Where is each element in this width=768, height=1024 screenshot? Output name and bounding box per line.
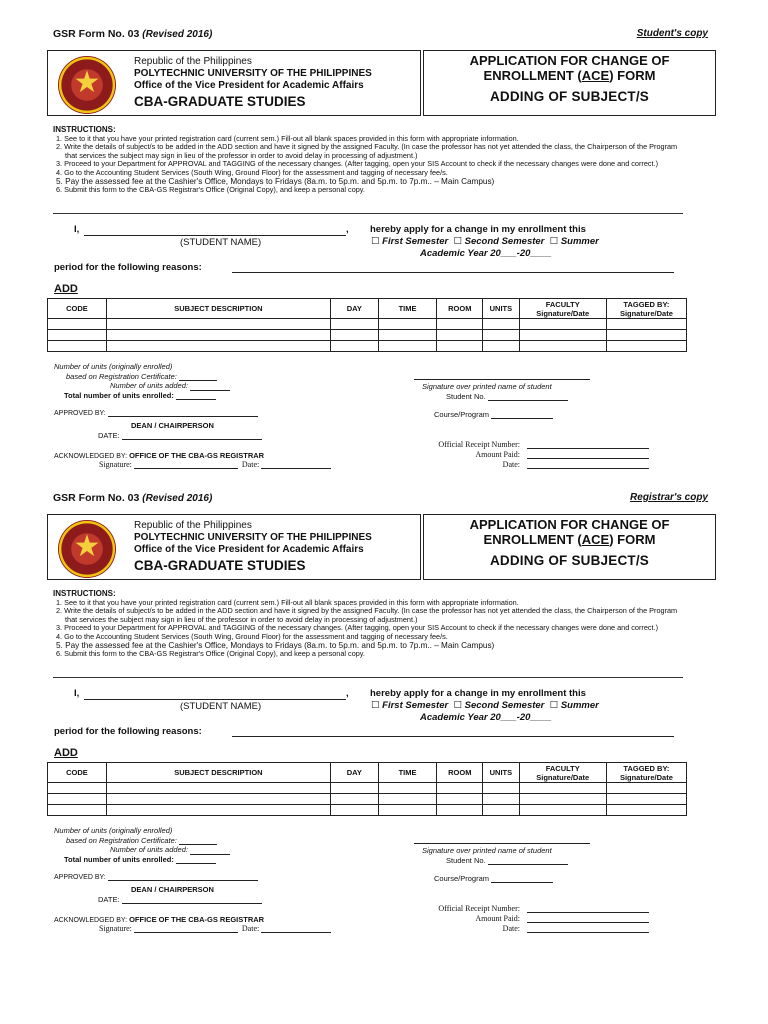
approved-by-field[interactable] bbox=[108, 880, 258, 881]
instruction-item: 3. Proceed to your Department for APPROVAL and TAGGING of the necessary changes. (After tagging, open your SIS Account to check if the necessary changes were done and correct.) bbox=[56, 159, 659, 169]
student-no-field[interactable] bbox=[488, 400, 568, 401]
units-original-label: Number of units (originally enrolled) bbox=[54, 362, 173, 371]
header-university-box bbox=[47, 514, 421, 580]
col-day: DAY bbox=[330, 763, 378, 783]
dean-label: DEAN / CHAIRPERSON bbox=[131, 885, 214, 894]
col-tagged-by: TAGGED BY: Signature/Date bbox=[606, 299, 686, 319]
col-time: TIME bbox=[378, 299, 437, 319]
office-name: Office of the Vice President for Academic Affairs bbox=[134, 544, 364, 555]
table-row[interactable] bbox=[48, 794, 687, 805]
semester-options: ☐ First Semester ☐ Second Semester ☐ Summer bbox=[371, 236, 599, 247]
instructions-heading: INSTRUCTIONS: bbox=[53, 125, 116, 134]
ack-signature-label: Signature: bbox=[99, 460, 132, 469]
col-faculty: FACULTY Signature/Date bbox=[519, 299, 606, 319]
form-subtitle: ADDING OF SUBJECT/S bbox=[489, 553, 650, 568]
star-icon: ★ bbox=[73, 530, 101, 563]
units-original-label: Number of units (originally enrolled) bbox=[54, 826, 173, 835]
student-name-field[interactable] bbox=[84, 235, 346, 236]
or-number-label: Official Receipt Number: bbox=[438, 440, 520, 449]
college-name: CBA-GRADUATE STUDIES bbox=[134, 94, 306, 109]
units-block bbox=[54, 826, 230, 864]
instruction-item: 3. Proceed to your Department for APPROVAL and TAGGING of the necessary changes. (After tagging, open your SIS Account to check if the necessary changes were done and correct.) bbox=[56, 623, 659, 633]
approved-date-field[interactable] bbox=[122, 439, 262, 440]
instructions-heading: INSTRUCTIONS: bbox=[53, 589, 116, 598]
instruction-item: 4. Go to the Accounting Student Services (South Wing, Ground Floor) for the assessment and tagging of necessary fee/s. bbox=[56, 167, 448, 177]
approved-date-label: DATE: bbox=[98, 431, 120, 440]
student-signature-field[interactable] bbox=[414, 379, 590, 380]
course-label: Course/Program bbox=[434, 410, 490, 419]
signature-printed-label: Signature over printed name of student bbox=[422, 382, 552, 391]
student-no-label: Student No. bbox=[446, 392, 486, 401]
units-total-label: Total number of units enrolled: bbox=[64, 854, 174, 864]
amount-paid-field[interactable] bbox=[527, 922, 649, 923]
ack-signature-field[interactable] bbox=[134, 468, 238, 469]
col-time: TIME bbox=[378, 763, 437, 783]
first-semester-checkbox[interactable]: ☐ bbox=[371, 700, 380, 711]
table-row[interactable] bbox=[48, 341, 687, 352]
ack-date-field[interactable] bbox=[261, 932, 331, 933]
receipt-date-field[interactable] bbox=[527, 468, 649, 469]
college-name: CBA-GRADUATE STUDIES bbox=[134, 558, 306, 573]
first-semester-checkbox[interactable]: ☐ bbox=[371, 236, 380, 247]
i-label: I, bbox=[74, 688, 80, 699]
units-registration-label: based on Registration Certificate: bbox=[66, 835, 177, 845]
academic-year: Academic Year 20___-20____ bbox=[420, 712, 552, 723]
table-row[interactable] bbox=[48, 805, 687, 816]
course-field[interactable] bbox=[491, 882, 553, 883]
office-name: Office of the Vice President for Academic Affairs bbox=[134, 80, 364, 91]
col-code: CODE bbox=[48, 763, 107, 783]
second-semester-checkbox[interactable]: ☐ bbox=[453, 236, 462, 247]
reasons-field[interactable] bbox=[232, 736, 674, 737]
instructions bbox=[53, 590, 687, 659]
academic-year: Academic Year 20___-20____ bbox=[420, 248, 552, 259]
hereby-text: hereby apply for a change in my enrollment this bbox=[370, 688, 586, 699]
col-faculty: FACULTY Signature/Date bbox=[519, 763, 606, 783]
approved-date-label: DATE: bbox=[98, 895, 120, 904]
receipt-labels bbox=[416, 904, 520, 934]
receipt-labels bbox=[416, 440, 520, 470]
or-number-label: Official Receipt Number: bbox=[438, 904, 520, 913]
divider bbox=[53, 213, 683, 214]
table-header-row bbox=[48, 763, 687, 783]
units-total-field[interactable] bbox=[176, 399, 216, 400]
units-added-label: Number of units added: bbox=[110, 845, 188, 854]
student-name-label: (STUDENT NAME) bbox=[180, 701, 262, 712]
ack-date-label: Date: bbox=[241, 460, 260, 469]
col-room: ROOM bbox=[437, 763, 483, 783]
receipt-date-field[interactable] bbox=[527, 932, 649, 933]
form-title: APPLICATION FOR CHANGE OF ENROLLMENT (ACE) FORM bbox=[469, 53, 670, 83]
pup-seal-logo bbox=[58, 56, 116, 114]
instruction-item: 5. Pay the assessed fee at the Cashier's Office, Mondays to Fridays (8a.m. to 5p.m. and 5p.m. to 7p.m.. – Main Campus) bbox=[56, 176, 495, 186]
ack-signature-label: Signature: bbox=[99, 924, 132, 933]
form-number: GSR Form No. 03 (Revised 2016) bbox=[53, 492, 213, 504]
table-row[interactable] bbox=[48, 319, 687, 330]
university-name: POLYTECHNIC UNIVERSITY OF THE PHILIPPINES bbox=[134, 68, 372, 79]
col-units: UNITS bbox=[483, 763, 520, 783]
divider bbox=[53, 677, 683, 678]
units-added-label: Number of units added: bbox=[110, 381, 188, 390]
instruction-item: 2. Write the details of subject/s to be added in the ADD section and have it signed by the assigned Faculty. (In case the professor has not yet attended the class, the Chairperson of the Program that services the subject may sign in lieu of the professor in order to avoid delay in processing of adjustment.) bbox=[56, 142, 678, 160]
university-name: POLYTECHNIC UNIVERSITY OF THE PHILIPPINES bbox=[134, 532, 372, 543]
summer-checkbox[interactable]: ☐ bbox=[549, 700, 559, 711]
student-signature-field[interactable] bbox=[414, 843, 590, 844]
hereby-text: hereby apply for a change in my enrollment this bbox=[370, 224, 586, 235]
or-number-field[interactable] bbox=[527, 448, 649, 449]
col-subject-description: SUBJECT DESCRIPTION bbox=[106, 763, 330, 783]
header-university-box bbox=[47, 50, 421, 116]
instruction-item: 2. Write the details of subject/s to be added in the ADD section and have it signed by the assigned Faculty. (In case the professor has not yet attended the class, the Chairperson of the Program that services the subject may sign in lieu of the professor in order to avoid delay in processing of adjustment.) bbox=[56, 606, 678, 624]
units-registration-label: based on Registration Certificate: bbox=[66, 371, 177, 381]
col-subject-description: SUBJECT DESCRIPTION bbox=[106, 299, 330, 319]
add-section-label: ADD bbox=[54, 283, 78, 295]
course-label: Course/Program bbox=[434, 874, 490, 883]
approved-date-field[interactable] bbox=[122, 903, 262, 904]
col-code: CODE bbox=[48, 299, 107, 319]
col-units: UNITS bbox=[483, 299, 520, 319]
add-subjects-table bbox=[47, 298, 687, 352]
registrar-label: OFFICE OF THE CBA-GS REGISTRAR bbox=[129, 915, 265, 924]
reasons-label: period for the following reasons: bbox=[54, 262, 202, 273]
acknowledged-by-label: ACKNOWLEDGED BY: bbox=[54, 453, 128, 460]
second-semester-checkbox[interactable]: ☐ bbox=[453, 700, 462, 711]
instruction-item: 1. See to it that you have your printed registration card (current sem.) Fill-out all blank spaces provided in this form with appropriate information. bbox=[56, 597, 519, 607]
course-field[interactable] bbox=[491, 418, 553, 419]
or-number-field[interactable] bbox=[527, 912, 649, 913]
header-title-box bbox=[423, 50, 716, 116]
units-total-label: Total number of units enrolled: bbox=[64, 390, 174, 400]
student-name-field[interactable] bbox=[84, 699, 346, 700]
ack-signature-field[interactable] bbox=[134, 932, 238, 933]
republic-text: Republic of the Philippines bbox=[134, 520, 252, 531]
instruction-item: 1. See to it that you have your printed registration card (current sem.) Fill-out all blank spaces provided in this form with appropriate information. bbox=[56, 133, 519, 143]
summer-checkbox[interactable]: ☐ bbox=[549, 236, 559, 247]
units-block bbox=[54, 362, 230, 400]
signature-printed-label: Signature over printed name of student bbox=[422, 846, 552, 855]
col-day: DAY bbox=[330, 299, 378, 319]
acknowledged-by-label: ACKNOWLEDGED BY: bbox=[54, 917, 128, 924]
add-section-label: ADD bbox=[54, 747, 78, 759]
col-tagged-by: TAGGED BY: Signature/Date bbox=[606, 763, 686, 783]
receipt-date-label: Date: bbox=[502, 924, 520, 933]
approved-by-label: APPROVED BY: bbox=[54, 874, 106, 881]
form-copy: GSR Form No. 03 (Revised 2016) Registrar's copy ★ Republic of the Philippines POLYTECHNIC UNIVERSITY OF THE PHILIPPINES Office of the Vice President for Academic Affairs CBA-GRADUATE STUDIES APPLICATION FOR CHANGE OF ENROLLMENT (ACE) FORM ADDING OF SUBJECT/S INSTRUCTIONS: 1. See to it that you have your printed registration card (current sem.) Fill-out all blank spaces provided in this form with appropriate information. 2. Write the details of subject/s to be added in the ADD section and have it signed by the assigned Faculty. (In case the professor has not yet attended the class, the Chairperson of the Program that services the subject may sign in lieu of the professor in order to avoid delay in processing of adjustment.) 3. Proceed to your Department for APPROVAL and TAGGING of the necessary changes. (After tagging, open your SIS Account to check if the necessary changes were done and correct.) 4. Go to the Accounting Student Services (South Wing, Ground Floor) for the assessment and tagging of necessary fee/s. 5. Pay the assessed fee at the Cashier's Office, Mondays to Fridays (8a.m. to 5p.m. and 5p.m. to 7p.m.. – Main Campus) 6. Submit this form to the CBA-GS Registrar's Office (Original Copy), and keep a personal copy. I, , hereby apply for a change in my enrollment this (STUDENT NAME) ☐ First Semester ☐ Second Semester ☐ Summer Academic Year 20___-20____ period for the following reasons: ADD CODE SUBJECT DESCRIPTION DAY TIME ROOM UNITS FACULTY Signature/Date TAGGED BY: Signature/Date Number of units (originally enrolled) based on Registration Certificate: Number of units added: Total number of units enrolled: Signature over printed name of student Student No. Course/Program APPROVED BY: DEAN / CHAIRPERSON DATE: Official Receipt Number: Amount Paid: Date: ACKNOWLEDGED BY: OFFICE OF THE CBA-GS REGISTRAR Signature: Date: bbox=[0, 488, 768, 950]
registrar-label: OFFICE OF THE CBA-GS REGISTRAR bbox=[129, 451, 265, 460]
copy-label: Student's copy bbox=[636, 28, 708, 39]
instruction-item: 4. Go to the Accounting Student Services (South Wing, Ground Floor) for the assessment and tagging of necessary fee/s. bbox=[56, 631, 448, 641]
approved-by-label: APPROVED BY: bbox=[54, 410, 106, 417]
semester-options: ☐ First Semester ☐ Second Semester ☐ Summer bbox=[371, 700, 599, 711]
form-title: APPLICATION FOR CHANGE OF ENROLLMENT (ACE) FORM bbox=[469, 517, 670, 547]
reasons-field[interactable] bbox=[232, 272, 674, 273]
pup-seal-logo bbox=[58, 520, 116, 578]
receipt-date-label: Date: bbox=[502, 460, 520, 469]
student-no-label: Student No. bbox=[446, 856, 486, 865]
amount-paid-label: Amount Paid: bbox=[475, 914, 520, 923]
republic-text: Republic of the Philippines bbox=[134, 56, 252, 67]
amount-paid-label: Amount Paid: bbox=[475, 450, 520, 459]
units-total-field[interactable] bbox=[176, 863, 216, 864]
form-copy: GSR Form No. 03 (Revised 2016) Student's copy ★ Republic of the Philippines POLYTECHNIC UNIVERSITY OF THE PHILIPPINES Office of the Vice President for Academic Affairs CBA-GRADUATE STUDIES APPLICATION FOR CHANGE OF ENROLLMENT (ACE) FORM ADDING OF SUBJECT/S INSTRUCTIONS: 1. See to it that you have your printed registration card (current sem.) Fill-out all blank spaces provided in this form with appropriate information. 2. Write the details of subject/s to be added in the ADD section and have it signed by the assigned Faculty. (In case the professor has not yet attended the class, the Chairperson of the Program that services the subject may sign in lieu of the professor in order to avoid delay in processing of adjustment.) 3. Proceed to your Department for APPROVAL and TAGGING of the necessary changes. (After tagging, open your SIS Account to check if the necessary changes were done and correct.) 4. Go to the Accounting Student Services (South Wing, Ground Floor) for the assessment and tagging of necessary fee/s. 5. Pay the assessed fee at the Cashier's Office, Mondays to Fridays (8a.m. to 5p.m. and 5p.m. to 7p.m.. – Main Campus) 6. Submit this form to the CBA-GS Registrar's Office (Original Copy), and keep a personal copy. I, , hereby apply for a change in my enrollment this (STUDENT NAME) ☐ First Semester ☐ Second Semester ☐ Summer Academic Year 20___-20____ period for the following reasons: ADD CODE SUBJECT DESCRIPTION DAY TIME ROOM UNITS FACULTY Signature/Date TAGGED BY: Signature/Date Number of units (originally enrolled) based on Registration Certificate: Number of units added: Total number of units enrolled: Signature over printed name of student Student No. Course/Program APPROVED BY: DEAN / CHAIRPERSON DATE: Official Receipt Number: Amount Paid: Date: ACKNOWLEDGED BY: OFFICE OF THE CBA-GS REGISTRAR Signature: Date: bbox=[0, 24, 768, 486]
form-number: GSR Form No. 03 (Revised 2016) bbox=[53, 28, 213, 40]
student-no-field[interactable] bbox=[488, 864, 568, 865]
copy-label: Registrar's copy bbox=[630, 492, 708, 503]
table-row[interactable] bbox=[48, 783, 687, 794]
col-room: ROOM bbox=[437, 299, 483, 319]
form-subtitle: ADDING OF SUBJECT/S bbox=[489, 89, 650, 104]
instructions bbox=[53, 126, 687, 195]
reasons-label: period for the following reasons: bbox=[54, 726, 202, 737]
header-title-box bbox=[423, 514, 716, 580]
table-row[interactable] bbox=[48, 330, 687, 341]
approved-by-field[interactable] bbox=[108, 416, 258, 417]
ack-date-field[interactable] bbox=[261, 468, 331, 469]
amount-paid-field[interactable] bbox=[527, 458, 649, 459]
dean-label: DEAN / CHAIRPERSON bbox=[131, 421, 214, 430]
star-icon: ★ bbox=[73, 66, 101, 99]
add-subjects-table bbox=[47, 762, 687, 816]
instruction-item: 5. Pay the assessed fee at the Cashier's Office, Mondays to Fridays (8a.m. to 5p.m. and 5p.m. to 7p.m.. – Main Campus) bbox=[56, 640, 495, 650]
instruction-item: 6. Submit this form to the CBA-GS Registrar's Office (Original Copy), and keep a personal copy. bbox=[56, 185, 365, 195]
ack-date-label: Date: bbox=[241, 924, 260, 933]
student-name-label: (STUDENT NAME) bbox=[180, 237, 262, 248]
instruction-item: 6. Submit this form to the CBA-GS Registrar's Office (Original Copy), and keep a personal copy. bbox=[56, 649, 365, 659]
table-header-row bbox=[48, 299, 687, 319]
i-label: I, bbox=[74, 224, 80, 235]
